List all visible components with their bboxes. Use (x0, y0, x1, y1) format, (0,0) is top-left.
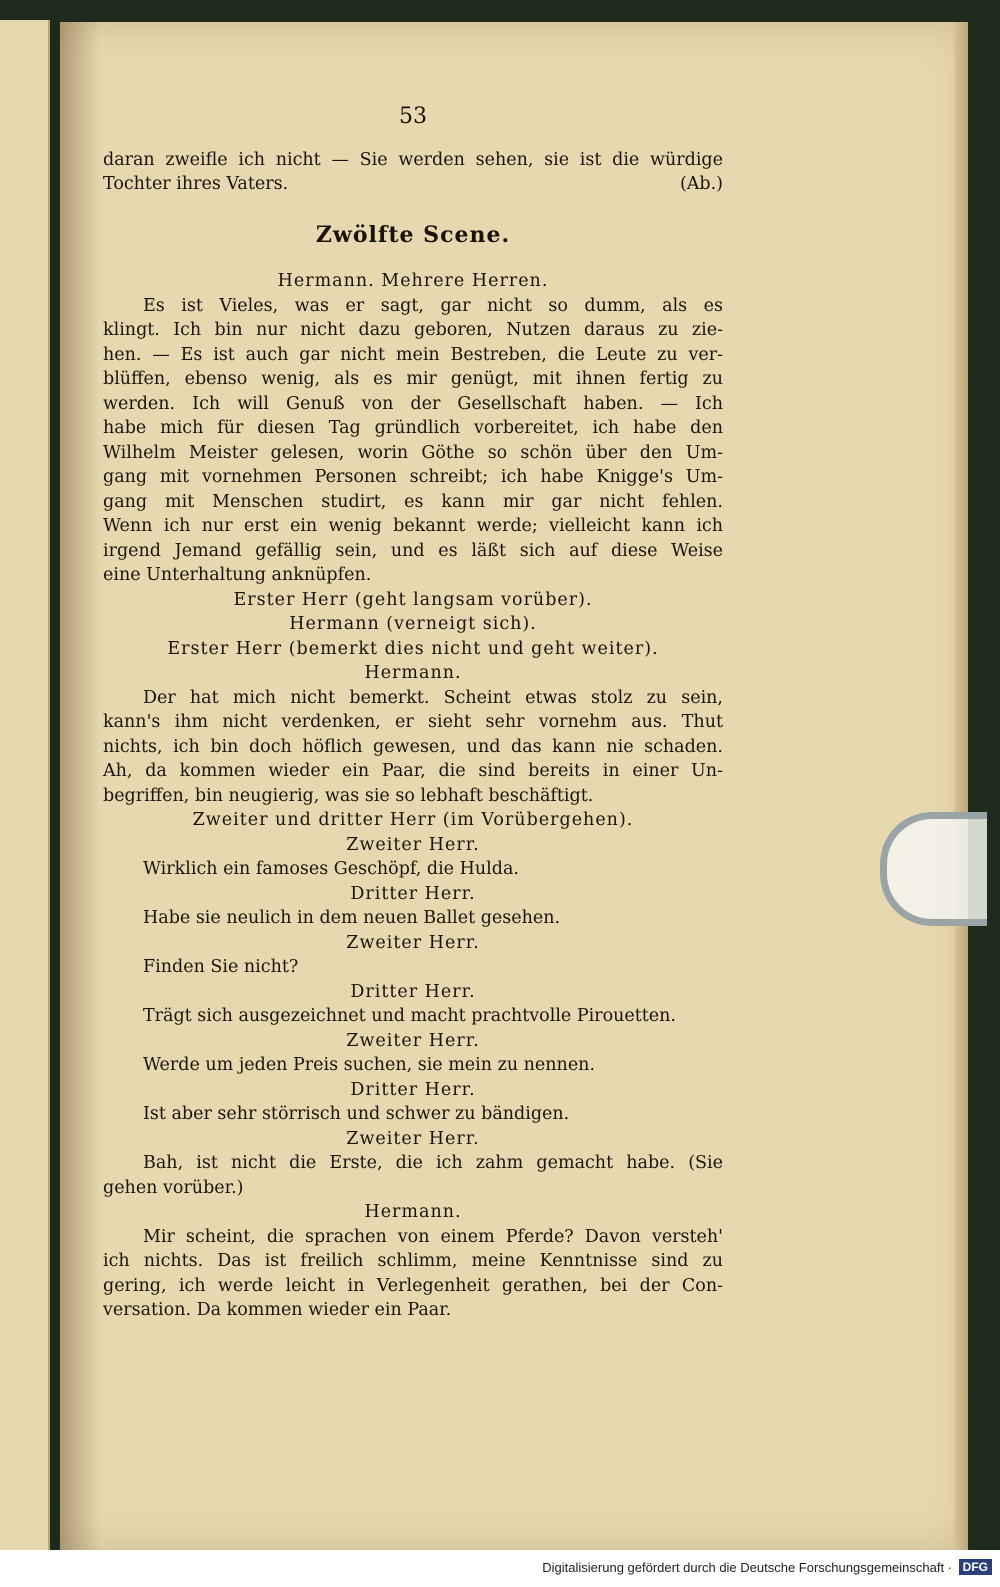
monologue-line: klingt. Ich bin nur nicht dazu geboren, Nutzen daraus zu zie- (103, 320, 723, 340)
monologue-line: blüffen, ebenso wenig, als es mir genügt, mit ihnen fertig zu (103, 369, 723, 389)
monologue-line: gang mit vornehmen Personen schreibt; ich habe Knigge's Um- (103, 467, 723, 487)
facing-page-edge (0, 20, 50, 1550)
speech-line: Werde um jeden Preis suchen, sie mein zu nennen. (143, 1055, 596, 1075)
text-line: daran zweifle ich nicht — Sie werden sehen, sie ist die würdige (103, 149, 723, 170)
spine-shadow (60, 22, 100, 1550)
stage-direction: Zweiter und dritter Herr (im Vorübergehen). (192, 810, 634, 830)
speech-line: Habe sie neulich in dem neuen Ballet gesehen. (143, 908, 561, 928)
text-line (103, 172, 723, 197)
speech-line: begriffen, bin neugierig, was sie so lebhaft beschäftigt. (103, 785, 594, 806)
monologue-line: Es ist Vieles, was er sagt, gar nicht so dumm, als es (143, 295, 723, 316)
stage-direction: Erster Herr (geht langsam vorüber). (233, 589, 593, 610)
cast-line: Hermann. Mehrere Herren. (277, 271, 549, 291)
stage-direction: Hermann (verneigt sich). (289, 614, 537, 634)
speaker-name: Zweiter Herr. (346, 932, 480, 953)
monologue-line: irgend Jemand gefällig sein, und es läßt sich auf diese Weise (103, 540, 723, 561)
speech-line: versation. Da kommen wieder ein Paar. (103, 1300, 452, 1320)
stage-direction-exit: (Ab.) (679, 174, 723, 194)
speech-line: Bah, ist nicht die Erste, die ich zahm gemacht habe. (Sie (143, 1153, 723, 1173)
speech-line: Der hat mich nicht bemerkt. Scheint etwas stolz zu sein, (143, 687, 723, 708)
page-edge (954, 22, 968, 1550)
speech-line: gering, ich werde leicht in Verlegenheit gerathen, bei der Con- (103, 1275, 723, 1296)
monologue-line: werden. Ich will Genuß von der Gesellschaft haben. — Ich (103, 393, 723, 414)
speech-line: nichts, ich bin doch höflich gewesen, und das kann nie schaden. (103, 736, 723, 757)
text-fragment: Tochter ihres Vaters. (103, 174, 289, 194)
speaker-name: Hermann. (364, 1202, 462, 1222)
speaker-name: Dritter Herr. (350, 883, 476, 904)
monologue-line: gang mit Menschen studirt, es kann mir gar nicht fehlen. (103, 491, 723, 512)
speaker-name: Hermann. (364, 663, 462, 683)
monologue-line: Wilhelm Meister gelesen, worin Göthe so schön über den Um- (103, 442, 723, 463)
speech-line: Ist aber sehr störrisch und schwer zu bändigen. (143, 1104, 570, 1124)
monologue-line: eine Unterhaltung anknüpfen. (103, 565, 372, 585)
monologue-line: Wenn ich nur erst ein wenig bekannt werde; vielleicht kann ich (103, 516, 723, 536)
page-number: 53 (399, 104, 427, 129)
page-clip-icon (880, 812, 987, 926)
speaker-name: Zweiter Herr. (346, 1128, 480, 1149)
monologue-line: hen. — Es ist auch gar nicht mein Bestreben, die Leute zu ver- (103, 344, 723, 365)
speaker-name: Zweiter Herr. (346, 1030, 480, 1051)
dfg-logo: DFG (959, 1559, 992, 1575)
stage-direction: Erster Herr (bemerkt dies nicht und geht weiter). (167, 638, 659, 659)
speaker-name: Zweiter Herr. (346, 834, 480, 855)
speech-line: Mir scheint, die sprachen von einem Pferde? Davon versteh' (143, 1226, 723, 1247)
speech-line: gehen vorüber.) (103, 1177, 244, 1198)
speaker-name: Dritter Herr. (350, 1079, 476, 1100)
footer-bar (0, 1550, 1000, 1587)
monologue-line: habe mich für diesen Tag gründlich vorbereitet, ich habe den (103, 418, 723, 438)
speaker-name: Dritter Herr. (350, 981, 476, 1002)
speech-line: kann's ihm nicht verdenken, er sieht sehr vornehm aus. Thut (103, 712, 723, 732)
page-text (103, 105, 723, 1323)
scene-heading: Zwölfte Scene. (315, 221, 511, 248)
speech-line: Finden Sie nicht? (143, 957, 299, 977)
speech-line: Trägt sich ausgezeichnet und macht prachtvolle Pirouetten. (143, 1006, 676, 1026)
speech-line: Wirklich ein famoses Geschöpf, die Hulda. (143, 859, 519, 879)
funding-note: Digitalisierung gefördert durch die Deutsche Forschungsgemeinschaft · (542, 1560, 952, 1575)
speech-line: ich nichts. Das ist freilich schlimm, meine Kenntnisse sind zu (103, 1251, 723, 1271)
speech-line: Ah, da kommen wieder ein Paar, die sind bereits in einer Un- (103, 761, 723, 781)
